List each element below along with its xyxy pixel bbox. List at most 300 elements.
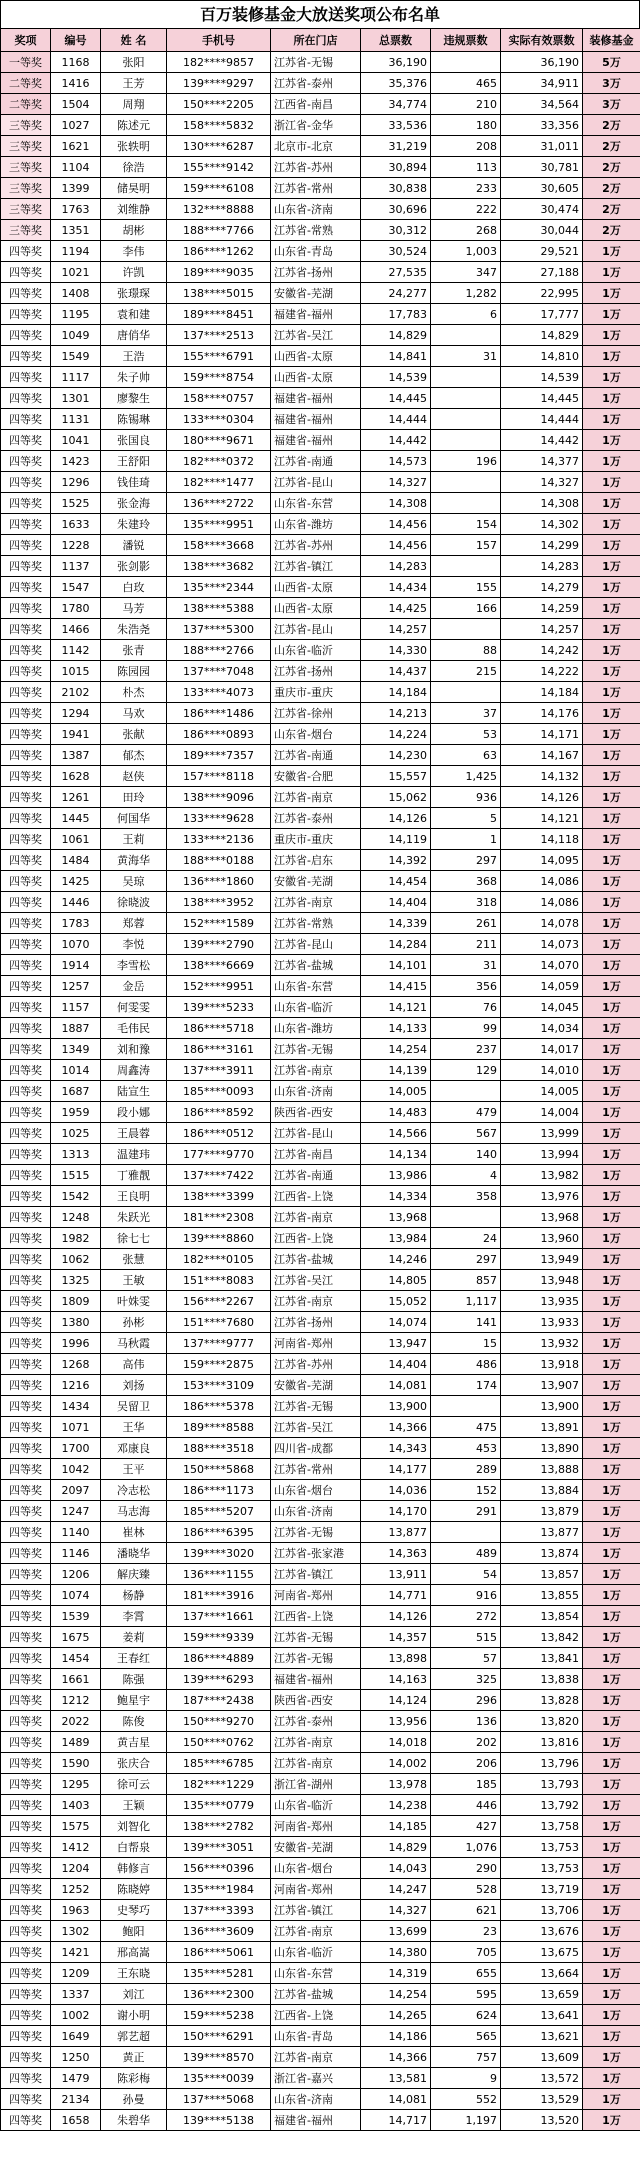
valid-votes-cell: 13,890 — [501, 1438, 583, 1459]
phone-cell: 159****6108 — [167, 178, 271, 199]
valid-votes-cell: 34,911 — [501, 73, 583, 94]
number-cell: 1547 — [51, 577, 101, 598]
valid-votes-cell: 13,659 — [501, 1984, 583, 2005]
store-cell: 山东省-潍坊 — [271, 514, 361, 535]
store-cell: 江苏省-昆山 — [271, 619, 361, 640]
table-row — [1, 997, 640, 1018]
table-row — [1, 1669, 640, 1690]
number-cell: 1071 — [51, 1417, 101, 1438]
total-votes-cell: 13,699 — [361, 1921, 431, 1942]
table-row — [1, 1144, 640, 1165]
invalid-votes-cell: 152 — [431, 1480, 501, 1501]
award-cell: 四等奖 — [1, 325, 51, 346]
table-row — [1, 787, 640, 808]
name-cell: 刘扬 — [101, 1375, 167, 1396]
fund-cell: 1万 — [583, 1774, 640, 1795]
number-cell: 1248 — [51, 1207, 101, 1228]
fund-cell: 1万 — [583, 1816, 640, 1837]
store-cell: 安徽省-芜湖 — [271, 1837, 361, 1858]
number-cell: 1539 — [51, 1606, 101, 1627]
total-votes-cell: 13,968 — [361, 1207, 431, 1228]
total-votes-cell: 13,947 — [361, 1333, 431, 1354]
valid-votes-cell: 13,891 — [501, 1417, 583, 1438]
award-cell: 四等奖 — [1, 409, 51, 430]
award-cell: 四等奖 — [1, 388, 51, 409]
invalid-votes-cell: 325 — [431, 1669, 501, 1690]
fund-cell: 1万 — [583, 1249, 640, 1270]
store-cell: 江苏省-启东 — [271, 850, 361, 871]
name-cell: 邓康良 — [101, 1438, 167, 1459]
fund-cell: 2万 — [583, 136, 640, 157]
total-votes-cell: 14,043 — [361, 1858, 431, 1879]
award-cell: 四等奖 — [1, 262, 51, 283]
table-row — [1, 1837, 640, 1858]
award-cell: 四等奖 — [1, 1816, 51, 1837]
award-cell: 四等奖 — [1, 1711, 51, 1732]
phone-cell: 186****8592 — [167, 1102, 271, 1123]
phone-cell: 137****7048 — [167, 661, 271, 682]
valid-votes-cell: 14,279 — [501, 577, 583, 598]
name-cell: 崔林 — [101, 1522, 167, 1543]
number-cell: 1014 — [51, 1060, 101, 1081]
total-votes-cell: 30,696 — [361, 199, 431, 220]
valid-votes-cell: 14,445 — [501, 388, 583, 409]
fund-cell: 1万 — [583, 934, 640, 955]
store-cell: 江苏省-常熟 — [271, 220, 361, 241]
name-cell: 冷志松 — [101, 1480, 167, 1501]
number-cell: 2134 — [51, 2089, 101, 2110]
store-cell: 江苏省-吴江 — [271, 325, 361, 346]
award-cell: 四等奖 — [1, 1018, 51, 1039]
invalid-votes-cell: 936 — [431, 787, 501, 808]
award-cell: 四等奖 — [1, 346, 51, 367]
phone-cell: 159****8754 — [167, 367, 271, 388]
table-row — [1, 2068, 640, 2089]
fund-cell: 1万 — [583, 640, 640, 661]
store-cell: 江苏省-无锡 — [271, 1648, 361, 1669]
table-row — [1, 703, 640, 724]
invalid-votes-cell: 1,425 — [431, 766, 501, 787]
invalid-votes-cell: 297 — [431, 850, 501, 871]
award-cell: 四等奖 — [1, 304, 51, 325]
store-cell: 江西省-上饶 — [271, 1228, 361, 1249]
number-cell: 1515 — [51, 1165, 101, 1186]
name-cell: 徐浩 — [101, 157, 167, 178]
store-cell: 江苏省-南京 — [271, 1291, 361, 1312]
phone-cell: 150****6291 — [167, 2026, 271, 2047]
fund-cell: 1万 — [583, 1207, 640, 1228]
store-cell: 山东省-济南 — [271, 199, 361, 220]
award-cell: 四等奖 — [1, 1291, 51, 1312]
valid-votes-cell: 14,070 — [501, 955, 583, 976]
number-cell: 1434 — [51, 1396, 101, 1417]
table-row — [1, 409, 640, 430]
valid-votes-cell: 31,011 — [501, 136, 583, 157]
total-votes-cell: 14,121 — [361, 997, 431, 1018]
name-cell: 袁和建 — [101, 304, 167, 325]
total-votes-cell: 14,036 — [361, 1480, 431, 1501]
fund-cell: 1万 — [583, 241, 640, 262]
phone-cell: 139****9297 — [167, 73, 271, 94]
invalid-votes-cell: 54 — [431, 1564, 501, 1585]
invalid-votes-cell: 272 — [431, 1606, 501, 1627]
award-cell: 二等奖 — [1, 94, 51, 115]
store-cell: 江苏省-南通 — [271, 451, 361, 472]
total-votes-cell: 14,134 — [361, 1144, 431, 1165]
number-cell: 2097 — [51, 1480, 101, 1501]
table-row — [1, 640, 640, 661]
fund-cell: 1万 — [583, 1270, 640, 1291]
phone-cell: 136****2722 — [167, 493, 271, 514]
number-cell: 1399 — [51, 178, 101, 199]
table-row — [1, 1942, 640, 1963]
fund-cell: 1万 — [583, 787, 640, 808]
number-cell: 1914 — [51, 955, 101, 976]
number-cell: 1325 — [51, 1270, 101, 1291]
phone-cell: 177****9770 — [167, 1144, 271, 1165]
name-cell: 高伟 — [101, 1354, 167, 1375]
name-cell: 孙彬 — [101, 1312, 167, 1333]
phone-cell: 135****5281 — [167, 1963, 271, 1984]
store-cell: 山东省-烟台 — [271, 1480, 361, 1501]
award-cell: 四等奖 — [1, 1522, 51, 1543]
store-cell: 福建省-福州 — [271, 409, 361, 430]
table-row — [1, 514, 640, 535]
invalid-votes-cell: 237 — [431, 1039, 501, 1060]
total-votes-cell: 13,978 — [361, 1774, 431, 1795]
table-row — [1, 619, 640, 640]
total-votes-cell: 14,081 — [361, 2089, 431, 2110]
number-cell: 1027 — [51, 115, 101, 136]
total-votes-cell: 14,829 — [361, 325, 431, 346]
fund-cell: 1万 — [583, 703, 640, 724]
table-row — [1, 1249, 640, 1270]
total-votes-cell: 14,454 — [361, 871, 431, 892]
table-row — [1, 1606, 640, 1627]
phone-cell: 137****5300 — [167, 619, 271, 640]
phone-cell: 151****8083 — [167, 1270, 271, 1291]
name-cell: 王晨蓉 — [101, 1123, 167, 1144]
invalid-votes-cell: 113 — [431, 157, 501, 178]
valid-votes-cell: 14,257 — [501, 619, 583, 640]
table-row — [1, 850, 640, 871]
number-cell: 1466 — [51, 619, 101, 640]
table-row — [1, 1018, 640, 1039]
valid-votes-cell: 13,621 — [501, 2026, 583, 2047]
award-cell: 四等奖 — [1, 1984, 51, 2005]
number-cell: 1337 — [51, 1984, 101, 2005]
phone-cell: 156****0396 — [167, 1858, 271, 1879]
invalid-votes-cell: 23 — [431, 1921, 501, 1942]
fund-cell: 1万 — [583, 1585, 640, 1606]
invalid-votes-cell: 157 — [431, 535, 501, 556]
fund-cell: 1万 — [583, 1627, 640, 1648]
phone-cell: 181****2308 — [167, 1207, 271, 1228]
table-row — [1, 955, 640, 976]
total-votes-cell: 14,425 — [361, 598, 431, 619]
valid-votes-cell: 14,086 — [501, 871, 583, 892]
number-cell: 1261 — [51, 787, 101, 808]
invalid-votes-cell — [431, 472, 501, 493]
fund-cell: 2万 — [583, 220, 640, 241]
award-cell: 四等奖 — [1, 1753, 51, 1774]
table-row — [1, 2047, 640, 2068]
phone-cell: 137****7422 — [167, 1165, 271, 1186]
phone-cell: 185****0093 — [167, 1081, 271, 1102]
number-cell: 1649 — [51, 2026, 101, 2047]
total-votes-cell: 30,312 — [361, 220, 431, 241]
table-row — [1, 1900, 640, 1921]
number-cell: 1423 — [51, 451, 101, 472]
table-row — [1, 1648, 640, 1669]
award-cell: 四等奖 — [1, 1165, 51, 1186]
header-fund: 装修基金 — [583, 29, 640, 52]
name-cell: 李悦 — [101, 934, 167, 955]
valid-votes-cell: 13,879 — [501, 1501, 583, 1522]
fund-cell: 1万 — [583, 2047, 640, 2068]
store-cell: 江苏省-泰州 — [271, 808, 361, 829]
store-cell: 江苏省-镇江 — [271, 1900, 361, 1921]
phone-cell: 188****2766 — [167, 640, 271, 661]
name-cell: 吴留卫 — [101, 1396, 167, 1417]
fund-cell: 1万 — [583, 871, 640, 892]
store-cell: 江苏省-泰州 — [271, 1711, 361, 1732]
name-cell: 周翔 — [101, 94, 167, 115]
phone-cell: 139****2790 — [167, 934, 271, 955]
name-cell: 廖黎生 — [101, 388, 167, 409]
number-cell: 1247 — [51, 1501, 101, 1522]
number-cell: 1484 — [51, 850, 101, 871]
invalid-votes-cell — [431, 556, 501, 577]
number-cell: 1575 — [51, 1816, 101, 1837]
invalid-votes-cell: 202 — [431, 1732, 501, 1753]
invalid-votes-cell — [431, 682, 501, 703]
store-cell: 山东省-烟台 — [271, 724, 361, 745]
award-cell: 四等奖 — [1, 808, 51, 829]
store-cell: 安徽省-芜湖 — [271, 871, 361, 892]
number-cell: 1002 — [51, 2005, 101, 2026]
number-cell: 1446 — [51, 892, 101, 913]
fund-cell: 1万 — [583, 745, 640, 766]
fund-cell: 1万 — [583, 325, 640, 346]
award-cell: 四等奖 — [1, 1900, 51, 1921]
phone-cell: 137****9777 — [167, 1333, 271, 1354]
invalid-votes-cell: 141 — [431, 1312, 501, 1333]
total-votes-cell: 15,052 — [361, 1291, 431, 1312]
store-cell: 江苏省-南京 — [271, 1732, 361, 1753]
valid-votes-cell: 14,302 — [501, 514, 583, 535]
valid-votes-cell: 13,960 — [501, 1228, 583, 1249]
valid-votes-cell: 14,078 — [501, 913, 583, 934]
number-cell: 1687 — [51, 1081, 101, 1102]
table-row — [1, 1816, 640, 1837]
invalid-votes-cell — [431, 52, 501, 73]
phone-cell: 135****2344 — [167, 577, 271, 598]
header-name: 姓 名 — [101, 29, 167, 52]
number-cell: 1015 — [51, 661, 101, 682]
name-cell: 朴杰 — [101, 682, 167, 703]
award-cell: 四等奖 — [1, 1837, 51, 1858]
total-votes-cell: 13,984 — [361, 1228, 431, 1249]
invalid-votes-cell: 465 — [431, 73, 501, 94]
name-cell: 郭艺超 — [101, 2026, 167, 2047]
name-cell: 张璟琛 — [101, 283, 167, 304]
table-row — [1, 1711, 640, 1732]
invalid-votes-cell: 453 — [431, 1438, 501, 1459]
fund-cell: 1万 — [583, 1501, 640, 1522]
fund-cell: 1万 — [583, 1690, 640, 1711]
store-cell: 山西省-太原 — [271, 598, 361, 619]
number-cell: 1041 — [51, 430, 101, 451]
total-votes-cell: 14,254 — [361, 1039, 431, 1060]
phone-cell: 152****9951 — [167, 976, 271, 997]
valid-votes-cell: 14,442 — [501, 430, 583, 451]
number-cell: 1349 — [51, 1039, 101, 1060]
award-cell: 四等奖 — [1, 1564, 51, 1585]
store-cell: 江西省-南昌 — [271, 94, 361, 115]
award-cell: 四等奖 — [1, 1312, 51, 1333]
store-cell: 河南省-郑州 — [271, 1585, 361, 1606]
total-votes-cell: 14,246 — [361, 1249, 431, 1270]
valid-votes-cell: 17,777 — [501, 304, 583, 325]
valid-votes-cell: 13,609 — [501, 2047, 583, 2068]
fund-cell: 1万 — [583, 1354, 640, 1375]
phone-cell: 189****8451 — [167, 304, 271, 325]
valid-votes-cell: 13,900 — [501, 1396, 583, 1417]
phone-cell: 133****9628 — [167, 808, 271, 829]
award-cell: 三等奖 — [1, 178, 51, 199]
total-votes-cell: 14,119 — [361, 829, 431, 850]
number-cell: 1131 — [51, 409, 101, 430]
valid-votes-cell: 14,017 — [501, 1039, 583, 1060]
fund-cell: 1万 — [583, 724, 640, 745]
award-cell: 四等奖 — [1, 1333, 51, 1354]
name-cell: 姜莉 — [101, 1627, 167, 1648]
number-cell: 1137 — [51, 556, 101, 577]
invalid-votes-cell: 31 — [431, 346, 501, 367]
total-votes-cell: 15,062 — [361, 787, 431, 808]
fund-cell: 1万 — [583, 493, 640, 514]
fund-cell: 1万 — [583, 409, 640, 430]
number-cell: 1294 — [51, 703, 101, 724]
name-cell: 叶姝雯 — [101, 1291, 167, 1312]
table-row — [1, 535, 640, 556]
store-cell: 江苏省-盐城 — [271, 1249, 361, 1270]
name-cell: 张慧 — [101, 1249, 167, 1270]
store-cell: 福建省-福州 — [271, 304, 361, 325]
invalid-votes-cell: 261 — [431, 913, 501, 934]
award-cell: 四等奖 — [1, 241, 51, 262]
award-cell: 四等奖 — [1, 661, 51, 682]
store-cell: 江苏省-无锡 — [271, 1039, 361, 1060]
store-cell: 山东省-东营 — [271, 976, 361, 997]
phone-cell: 136****3609 — [167, 1921, 271, 1942]
total-votes-cell: 14,163 — [361, 1669, 431, 1690]
valid-votes-cell: 13,675 — [501, 1942, 583, 1963]
fund-cell: 1万 — [583, 1942, 640, 1963]
number-cell: 1963 — [51, 1900, 101, 1921]
total-votes-cell: 14,308 — [361, 493, 431, 514]
valid-votes-cell: 14,095 — [501, 850, 583, 871]
table-row — [1, 1459, 640, 1480]
phone-cell: 186****0893 — [167, 724, 271, 745]
fund-cell: 1万 — [583, 1900, 640, 1921]
fund-cell: 1万 — [583, 430, 640, 451]
award-cell: 四等奖 — [1, 1060, 51, 1081]
valid-votes-cell: 14,126 — [501, 787, 583, 808]
name-cell: 王芳 — [101, 73, 167, 94]
award-cell: 四等奖 — [1, 1585, 51, 1606]
invalid-votes-cell: 705 — [431, 1942, 501, 1963]
fund-cell: 1万 — [583, 2110, 640, 2131]
phone-cell: 138****5015 — [167, 283, 271, 304]
table-row — [1, 388, 640, 409]
phone-cell: 185****6785 — [167, 1753, 271, 1774]
total-votes-cell: 14,005 — [361, 1081, 431, 1102]
number-cell: 1887 — [51, 1018, 101, 1039]
name-cell: 温建玮 — [101, 1144, 167, 1165]
total-votes-cell: 31,219 — [361, 136, 431, 157]
total-votes-cell: 14,366 — [361, 2047, 431, 2068]
valid-votes-cell: 14,167 — [501, 745, 583, 766]
name-cell: 王莉 — [101, 829, 167, 850]
name-cell: 李霄 — [101, 1606, 167, 1627]
phone-cell: 186****3161 — [167, 1039, 271, 1060]
store-cell: 重庆市-重庆 — [271, 682, 361, 703]
table-row — [1, 1984, 640, 2005]
name-cell: 胡彬 — [101, 220, 167, 241]
name-cell: 陈园园 — [101, 661, 167, 682]
phone-cell: 159****2875 — [167, 1354, 271, 1375]
invalid-votes-cell: 24 — [431, 1228, 501, 1249]
award-cell: 一等奖 — [1, 52, 51, 73]
total-votes-cell: 14,573 — [361, 451, 431, 472]
invalid-votes-cell — [431, 1396, 501, 1417]
table-row — [1, 829, 640, 850]
total-votes-cell: 14,265 — [361, 2005, 431, 2026]
name-cell: 陈晓婷 — [101, 1879, 167, 1900]
store-cell: 山东省-潍坊 — [271, 1018, 361, 1039]
total-votes-cell: 14,247 — [361, 1879, 431, 1900]
valid-votes-cell: 13,874 — [501, 1543, 583, 1564]
phone-cell: 135****9951 — [167, 514, 271, 535]
phone-cell: 137****2513 — [167, 325, 271, 346]
valid-votes-cell: 13,796 — [501, 1753, 583, 1774]
table-row — [1, 94, 640, 115]
number-cell: 1809 — [51, 1291, 101, 1312]
number-cell: 1228 — [51, 535, 101, 556]
fund-cell: 1万 — [583, 1102, 640, 1123]
invalid-votes-cell: 479 — [431, 1102, 501, 1123]
total-votes-cell: 14,177 — [361, 1459, 431, 1480]
phone-cell: 159****5238 — [167, 2005, 271, 2026]
number-cell: 1313 — [51, 1144, 101, 1165]
phone-cell: 188****7766 — [167, 220, 271, 241]
name-cell: 王浩 — [101, 346, 167, 367]
table-row — [1, 2026, 640, 2047]
store-cell: 江苏省-常州 — [271, 178, 361, 199]
phone-cell: 137****5068 — [167, 2089, 271, 2110]
award-cell: 四等奖 — [1, 1879, 51, 1900]
valid-votes-cell: 33,356 — [501, 115, 583, 136]
number-cell: 1416 — [51, 73, 101, 94]
number-cell: 1212 — [51, 1690, 101, 1711]
phone-cell: 137****3393 — [167, 1900, 271, 1921]
total-votes-cell: 14,771 — [361, 1585, 431, 1606]
valid-votes-cell: 14,259 — [501, 598, 583, 619]
store-cell: 山东省-临沂 — [271, 1795, 361, 1816]
invalid-votes-cell: 515 — [431, 1627, 501, 1648]
